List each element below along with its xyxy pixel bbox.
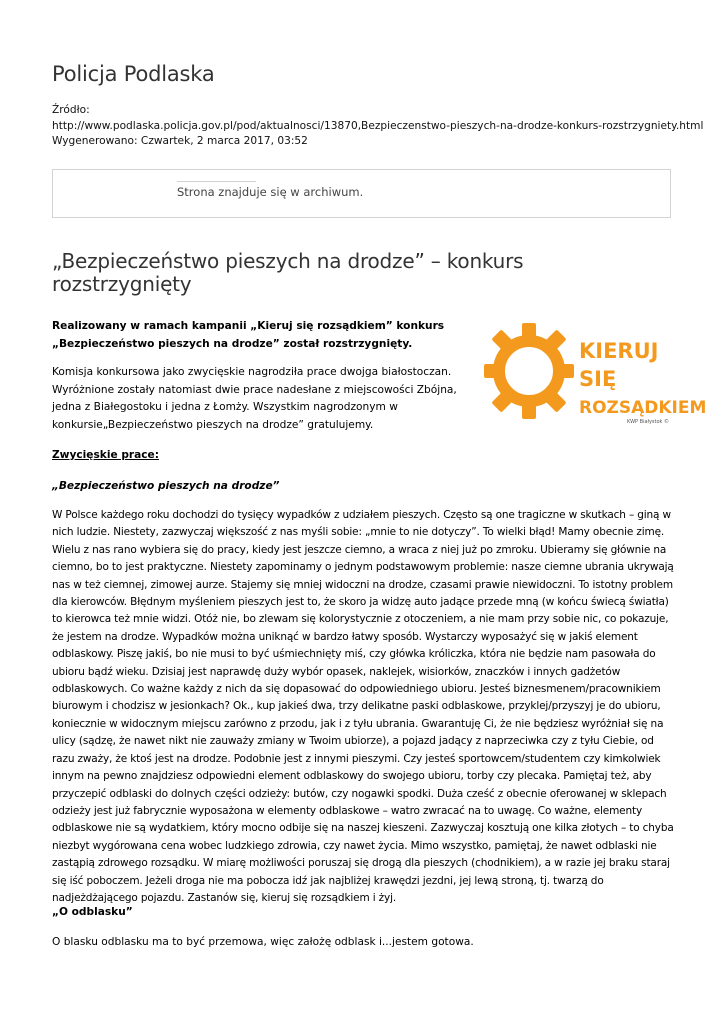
source-info <box>52 103 704 150</box>
site-title: Policja Podlaska <box>52 62 215 86</box>
article-title: „Bezpieczeństwo pieszych na drodze” – konkurs rozstrzygnięty <box>52 249 524 296</box>
archive-notice: Strona znajduje się w archiwum. <box>177 185 364 199</box>
essay-title: „Bezpieczeństwo pieszych na drodze” <box>52 480 280 492</box>
logo-credit: KWP Białystok © <box>627 419 670 425</box>
poem-title: „O odblasku” <box>52 906 133 918</box>
logo-text-line3: ROZSĄDKIEM <box>579 398 707 418</box>
logo-text-line2: SIĘ <box>579 367 617 391</box>
winners-heading: Zwycięskie prace: <box>52 449 159 461</box>
article-lead: Realizowany w ramach kampanii „Kieruj się rozsądkiem” konkurs „Bezpieczeństwo pieszych na drodze” został rozstrzygnięty. <box>52 320 445 350</box>
campaign-logo <box>487 318 707 426</box>
gear-logo-icon <box>484 323 574 419</box>
archive-divider <box>177 181 256 182</box>
source-url[interactable]: http://www.podlaska.policja.gov.pl/pod/aktualnosci/13870,Bezpieczenstwo-pieszych-na-drodze-konkurs-rozstrzygniety.html <box>52 119 704 132</box>
archive-notice-box <box>52 169 671 218</box>
logo-text-line1: KIERUJ <box>579 339 659 363</box>
essay-text: W Polsce każdego roku dochodzi do tysięcy wypadków z udziałem pieszych. Często są one tragiczne w skutkach – giną w nich ludzie. Niestety, zazwyczaj większość z nas myśli sobie: „mnie to nie dotyczy”. To wielki błąd! Mamy obecnie zimę. Wielu z nas rano wybiera się do pracy, kiedy jest jeszcze ciemno, a wraca z niej już po zmroku. Ubieramy się głównie na ciemno, bo to jest praktyczne. Niestety zapominamy o jednym podstawowym problemie: nasze ciemne ubrania ukrywają nas w też ciemnej, zimowej aurze. Stajemy się mniej widoczni na drodze, czasami prawie niewidoczni. To istotny problem dla kierowców. Błędnym myśleniem pieszych jest to, że skoro ja widzę auto jadące przede mną (w końcu świecą światła) to kierowca też mnie widzi. Otóż nie, bo zlewam się kolorystycznie z otoczeniem, a nie mam przy sobie nic, co pokazuje, że jestem na drodze. Wypadków można uniknąć w bardzo łatwy sposób. Wystarczy wyposażyć się w jakiś element odblaskowy. Piszę jakiś, bo nie musi to być uśmiechnięty miś, czy główka króliczka, która nie będzie nam pasowała do ubioru bądź wieku. Dzisiaj jest naprawdę duży wybór opasek, naklejek, wisiorków, znaczków i innych gadżetów odblaskowych. Co ważne każdy z nich da się dopasować do odpowiedniego ubioru. Jesteś biznesmenem/pracownikiem biurowym i chodzisz w jesionkach? Ok., kup jakieś dwa, trzy delikatne paski odblaskowe, przyklej/przyszyj je do ubioru, koniecznie w widocznym miejscu zarówno z przodu, jak i z tyłu ubrania. Gwarantuję Ci, że nie będziesz wyróżniał się na ulicy (sądzę, że nawet nikt nie zauważy zmiany w Twoim ubiorze), a pojazd jadący z naprzeciwka czy z tyłu Ciebie, od razu zważy, że ktoś jest na drodze. Podobnie jest z innymi pieszymi. Czy jesteś sportowcem/studentem czy kimkolwiek innym na pewno znajdziesz odpowiedni element odblaskowy do swojego ubioru, torby czy plecaka. Pamiętaj też, aby przyczepić odblaski do dolnych części odzieży: butów, czy nogawki spodki. Duża cześć z obecnie oferowanej w sklepach odzieży jest już fabrycznie wyposażona w elementy odblaskowe – watro zwracać na to uwagę. Co ważne, elementy odblaskowe nie są wydatkiem, który mocno odbije się na naszej kieszeni. Zazwyczaj kosztują one kilka złotych – to chyba niezbyt wygórowana cena wobec ludzkiego zdrowia, czy nawet życia. Mimo wszystko, pamiętaj, że nawet odblaski nie zastąpią zdrowego rozsądku. W miarę możliwości poruszaj się drogą dla pieszych (chodnikiem), a w razie jej braku staraj się iść poboczem. Jeżeli droga nie ma pobocza idź jak najbliżej krawędzi jezdni, jej lewą stroną, tj. twarzą do nadjeżdżającego pojazdu. Zastanów się, kieruj się rozsądkiem i żyj. <box>52 509 674 904</box>
source-label: Źródło: <box>52 104 90 116</box>
poem-line: O blasku odblasku ma to być przemowa, więc założę odblask i...jestem gotowa. <box>52 936 474 948</box>
generated-date: Wygenerowano: Czwartek, 2 marca 2017, 03:52 <box>52 135 308 147</box>
article-intro: Komisja konkursowa jako zwycięskie nagrodziła prace dwojga białostoczan. Wyróżnione zostały natomiast dwie prace nadesłane z miejscowości Zbójna, jedna z Białegostoku i jedna z Łomży. Wszystkim nagrodzonym w konkursie„Bezpieczeństwo pieszych na drodze” gratulujemy. <box>52 366 457 431</box>
